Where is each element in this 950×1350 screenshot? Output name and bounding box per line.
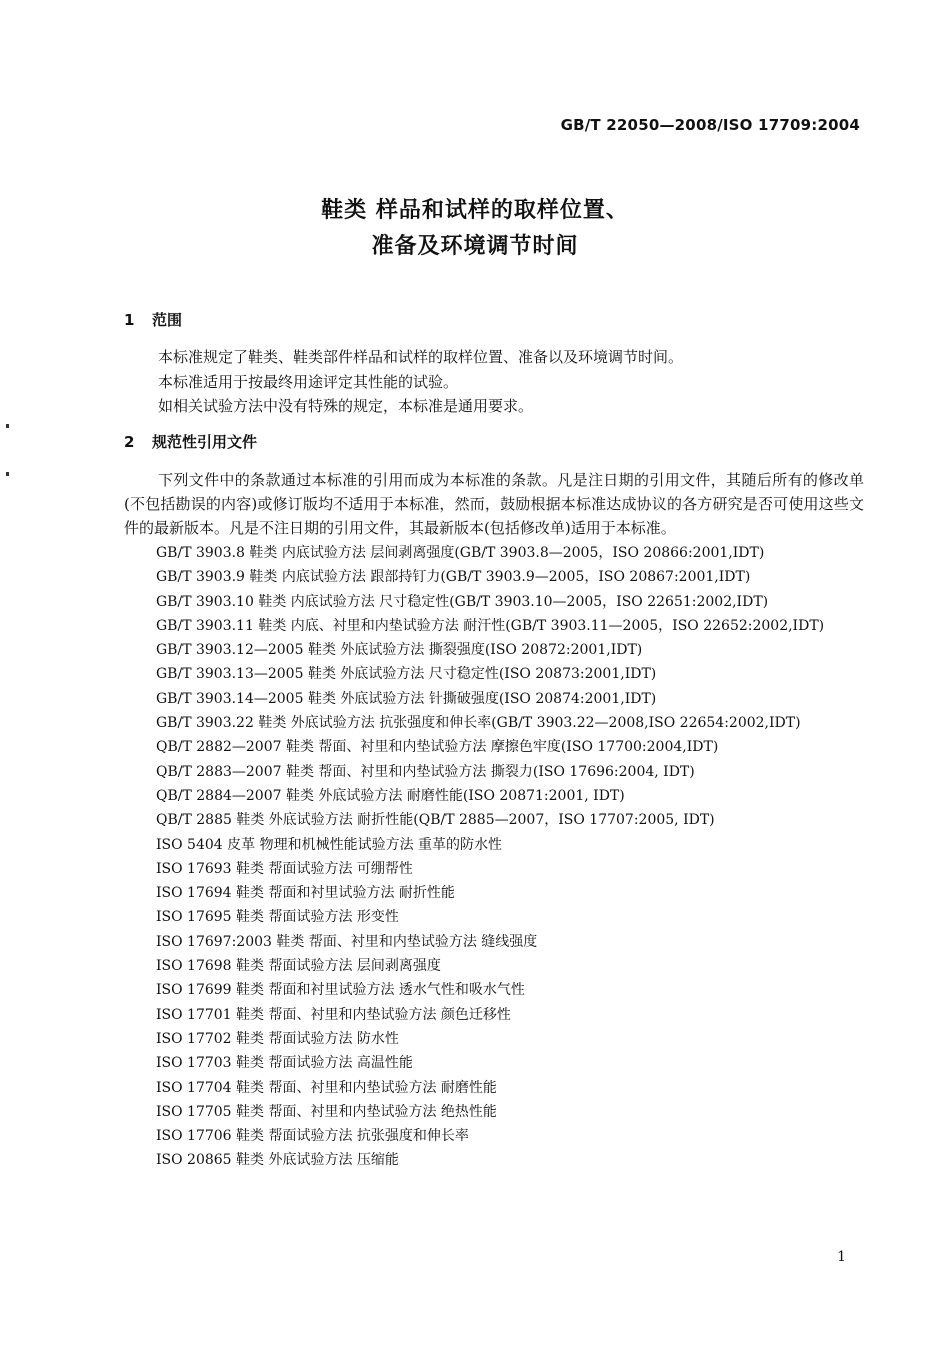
document-title [0, 193, 950, 265]
reference-item: QB/T 2885 鞋类 外底试验方法 耐折性能(QB/T 2885—2007，ISO 17707:2005, IDT) [156, 812, 715, 829]
reference-item: QB/T 2882—2007 鞋类 帮面、衬里和内垫试验方法 摩擦色牢度(ISO 17700:2004,IDT) [156, 739, 719, 756]
reference-item: GB/T 3903.9 鞋类 内底试验方法 跟部持钉力(GB/T 3903.9—2005，ISO 20867:2001,IDT) [156, 569, 751, 586]
section-1-heading [124, 309, 182, 330]
title-line-1: 鞋类 样品和试样的取样位置、 [321, 198, 629, 223]
page-number: 1 [837, 1249, 846, 1265]
reference-item: ISO 17705 鞋类 帮面、衬里和内垫试验方法 绝热性能 [156, 1103, 497, 1120]
reference-item: GB/T 3903.11 鞋类 内底、衬里和内垫试验方法 耐汗性(GB/T 3903.11—2005，ISO 22652:2002,IDT) [156, 617, 825, 634]
reference-item: ISO 17706 鞋类 帮面试验方法 抗张强度和伸长率 [156, 1128, 469, 1145]
reference-item: QB/T 2883—2007 鞋类 帮面、衬里和内垫试验方法 撕裂力(ISO 17696:2004, IDT) [156, 763, 695, 780]
reference-item: ISO 17694 鞋类 帮面和衬里试验方法 耐折性能 [156, 885, 455, 902]
reference-item: GB/T 3903.10 鞋类 内底试验方法 尺寸稳定性(GB/T 3903.10—2005，ISO 22651:2002,IDT) [156, 593, 769, 610]
section-1-number: 1 [124, 311, 135, 329]
title-line-2: 准备及环境调节时间 [371, 234, 579, 259]
section-2-heading [124, 431, 257, 452]
standard-code: GB/T 22050—2008/ISO 17709:2004 [560, 116, 860, 134]
reference-list [124, 541, 864, 1173]
section-1-paragraph: 本标准规定了鞋类、鞋类部件样品和试样的取样位置、准备以及环境调节时间。 [158, 348, 684, 366]
section-2-intro: 下列文件中的条款通过本标准的引用而成为本标准的条款。凡是注日期的引用文件，其随后所有的修改单(不包括勘误的内容)或修订版均不适用于本标准，然而，鼓励根据本标准达成协议的各方研究是否可使用这些文件的最新版本。凡是不注日期的引用文件，其最新版本(包括修改单)适用于本标准。 [124, 471, 864, 537]
reference-item: GB/T 3903.22 鞋类 外底试验方法 抗张强度和伸长率(GB/T 3903.22—2008,ISO 22654:2002,IDT) [156, 715, 801, 732]
reference-item: GB/T 3903.8 鞋类 内底试验方法 层间剥离强度(GB/T 3903.8—2005，ISO 20866:2001,IDT) [156, 545, 765, 561]
reference-item: ISO 5404 皮革 物理和机械性能试验方法 重革的防水性 [156, 836, 503, 853]
scan-mark [6, 472, 9, 476]
reference-item: GB/T 3903.14—2005 鞋类 外底试验方法 针撕破强度(ISO 20874:2001,IDT) [156, 690, 657, 707]
reference-item: GB/T 3903.13—2005 鞋类 外底试验方法 尺寸稳定性(ISO 20873:2001,IDT) [156, 666, 657, 683]
section-2-number: 2 [124, 433, 135, 451]
section-1-paragraph: 如相关试验方法中没有特殊的规定，本标准是通用要求。 [158, 397, 534, 415]
reference-item: ISO 17703 鞋类 帮面试验方法 高温性能 [156, 1055, 413, 1072]
reference-item: ISO 17702 鞋类 帮面试验方法 防水性 [156, 1030, 399, 1047]
reference-item: ISO 17699 鞋类 帮面和衬里试验方法 透水气性和吸水气性 [156, 982, 525, 999]
scan-mark [6, 424, 9, 428]
reference-item: GB/T 3903.12—2005 鞋类 外底试验方法 撕裂强度(ISO 20872:2001,IDT) [156, 642, 643, 659]
reference-item: ISO 17697:2003 鞋类 帮面、衬里和内垫试验方法 缝线强度 [156, 933, 538, 950]
reference-item: QB/T 2884—2007 鞋类 外底试验方法 耐磨性能(ISO 20871:2001, IDT) [156, 787, 625, 804]
section-2-title: 规范性引用文件 [152, 433, 258, 451]
reference-item: ISO 17704 鞋类 帮面、衬里和内垫试验方法 耐磨性能 [156, 1079, 497, 1096]
section-1-paragraph: 本标准适用于按最终用途评定其性能的试验。 [158, 373, 459, 391]
reference-item: ISO 17698 鞋类 帮面试验方法 层间剥离强度 [156, 958, 441, 975]
section-1-title: 范围 [152, 311, 183, 329]
reference-item: ISO 20865 鞋类 外底试验方法 压缩能 [156, 1152, 399, 1169]
reference-item: ISO 17695 鞋类 帮面试验方法 形变性 [156, 909, 399, 926]
reference-item: ISO 17701 鞋类 帮面、衬里和内垫试验方法 颜色迁移性 [156, 1006, 511, 1023]
reference-item: ISO 17693 鞋类 帮面试验方法 可绷帮性 [156, 860, 413, 877]
